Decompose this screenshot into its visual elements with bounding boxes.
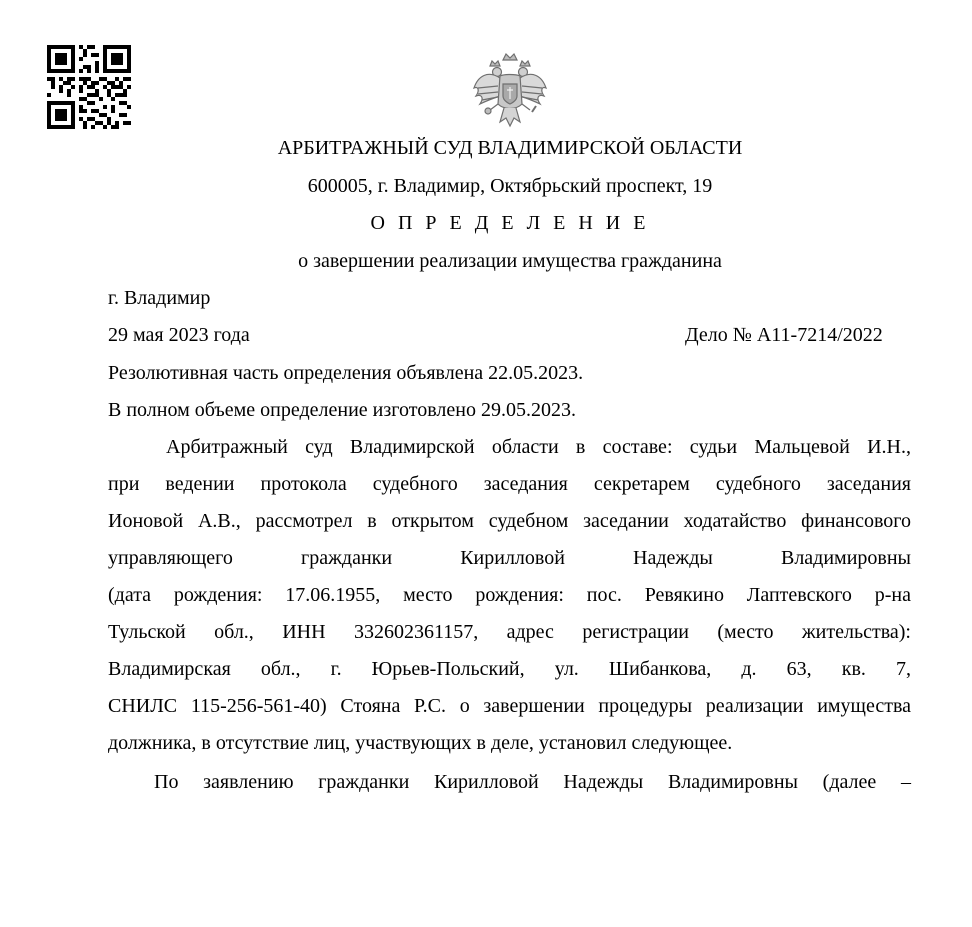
paragraph-line: управляющего гражданки Кирилловой Надежды Владимировны — [108, 547, 911, 569]
paragraph-line: Ионовой А.В., рассмотрел в открытом судебном заседании ходатайство финансового — [108, 510, 911, 532]
court-address: 600005, г. Владимир, Октябрьский проспект, 19 — [307, 175, 713, 197]
city: г. Владимир — [108, 287, 211, 309]
document-type: О П Р Е Д Е Л Е Н И Е — [370, 212, 650, 234]
paragraph-line: Тульской обл., ИНН 332602361157, адрес регистрации (место жительства): — [108, 621, 911, 643]
paragraph-line: СНИЛС 115-256-561-40) Стояна Р.С. о завершении процедуры реализации имущества — [108, 695, 911, 717]
coat-of-arms-icon — [470, 50, 550, 132]
paragraph-1 — [108, 429, 911, 762]
paragraph-line: По заявлению гражданки Кирилловой Надежды Владимировны (далее – — [154, 771, 911, 793]
court-name: АРБИТРАЖНЫЙ СУД ВЛАДИМИРСКОЙ ОБЛАСТИ — [277, 137, 743, 159]
announced-note: Резолютивная часть определения объявлена 22.05.2023. — [108, 362, 584, 384]
made-note: В полном объеме определение изготовлено 29.05.2023. — [108, 399, 576, 421]
paragraph-line: при ведении протокола судебного заседания секретарем судебного заседания — [108, 473, 911, 495]
qr-code-icon — [47, 45, 131, 129]
paragraph-line: Владимирская обл., г. Юрьев-Польский, ул. Шибанкова, д. 63, кв. 7, — [108, 658, 911, 680]
document-subject: о завершении реализации имущества гражданина — [298, 250, 722, 272]
paragraph-line: должника, в отсутствие лиц, участвующих в деле, установил следующее. — [108, 732, 733, 754]
paragraph-line: Арбитражный суд Владимирской области в составе: судьи Мальцевой И.Н., — [166, 436, 911, 458]
decision-date: 29 мая 2023 года — [108, 324, 250, 346]
paragraph-line: (дата рождения: 17.06.1955, место рождения: пос. Ревякино Лаптевского р-на — [108, 584, 911, 606]
case-number: Дело № А11-7214/2022 — [685, 324, 883, 346]
paragraph-2 — [108, 764, 911, 801]
